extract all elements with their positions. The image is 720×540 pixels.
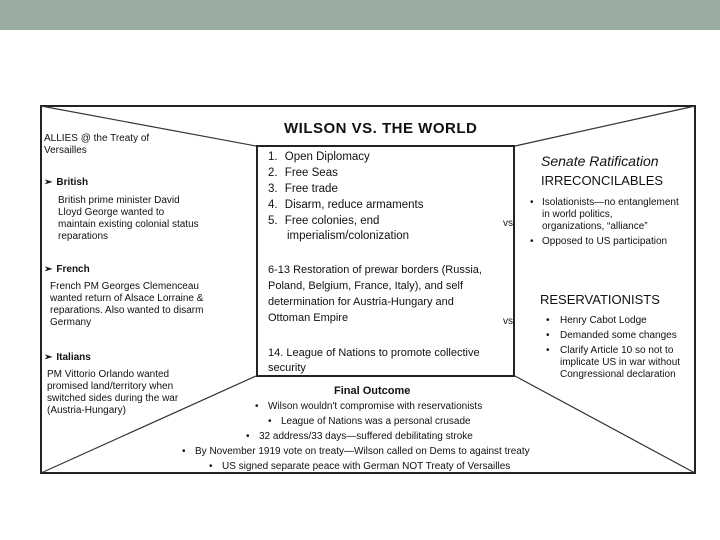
points-6-13-line-1: 6-13 Restoration of prewar borders (Russia, — [268, 264, 482, 276]
point-item — [268, 167, 338, 179]
french-heading — [44, 265, 90, 276]
italians-heading — [44, 353, 91, 364]
point-5-continued: imperialism/colonization — [287, 230, 410, 242]
reservationists-point-3-line-2: implicate US in war without — [560, 357, 681, 368]
list-bullet: • — [546, 330, 550, 341]
vs-label-reservationists: vs. — [503, 316, 516, 327]
arrow-bullet-icon: ➢ — [44, 177, 53, 188]
reservationists-label: RESERVATIONISTS — [540, 292, 660, 307]
point-number: 1. — [268, 151, 278, 163]
french-text-line-3: reparations. Also wanted to disarm — [50, 305, 204, 316]
point-number: 5. — [268, 215, 278, 227]
list-bullet: • — [530, 197, 534, 208]
italians-text-line-3: switched sides during the war — [47, 393, 179, 404]
italians-text-line-4: (Austria-Hungary) — [47, 405, 126, 416]
points-6-13-line-4: Ottoman Empire — [268, 312, 349, 324]
allies-heading-line-2: Versailles — [44, 145, 87, 156]
point-number: 4. — [268, 199, 278, 211]
allies-heading-line-1: ALLIES @ the Treaty of — [44, 133, 150, 144]
point-text: Open Diplomacy — [284, 151, 370, 163]
italians-text-line-1: PM Vittorio Orlando wanted — [47, 369, 170, 380]
point-number: 3. — [268, 183, 278, 195]
british-text-line-3: maintain existing colonial status — [58, 219, 199, 230]
point-text: Free trade — [284, 183, 338, 195]
arrow-bullet-icon: ➢ — [44, 352, 53, 363]
italians-text-line-2: promised land/territory when — [47, 381, 174, 392]
outcome-item-3: 32 address/33 days—suffered debilitating stroke — [259, 431, 473, 442]
point-item — [268, 183, 338, 195]
british-text-line-1: British prime minister David — [58, 195, 180, 206]
list-bullet: • — [530, 236, 534, 247]
reservationists-point-3-line-3: Congressional declaration — [560, 369, 676, 380]
italians-label: Italians — [56, 352, 91, 363]
list-bullet: • — [182, 446, 186, 457]
french-text-line-1: French PM Georges Clemenceau — [50, 281, 199, 292]
british-text-line-2: Lloyd George wanted to — [58, 207, 165, 218]
reservationists-point-1: Henry Cabot Lodge — [560, 315, 647, 326]
outcome-item-4: By November 1919 vote on treaty—Wilson called on Dems to against treaty — [195, 446, 530, 457]
irreconcilables-label: IRRECONCILABLES — [541, 173, 664, 188]
british-label: British — [56, 177, 89, 188]
list-bullet: • — [246, 431, 250, 442]
vs-label-irreconcilables: vs. — [503, 218, 516, 229]
outcome-item-1: Wilson wouldn't compromise with reservationists — [268, 401, 483, 412]
page-title: WILSON VS. THE WORLD — [284, 120, 478, 137]
senate-heading: Senate Ratification — [541, 153, 659, 169]
outcome-item-5: US signed separate peace with German NOT Treaty of Versailles — [222, 461, 511, 472]
point-text: Disarm, reduce armaments — [284, 199, 424, 211]
list-bullet: • — [209, 461, 213, 472]
reservationists-point-2: Demanded some changes — [560, 330, 677, 341]
list-bullet: • — [546, 345, 550, 356]
irreconcilables-point-1-line-2: in world politics, — [542, 209, 613, 220]
point-item — [268, 199, 423, 211]
point-text: Free colonies, end — [284, 215, 380, 227]
irreconcilables-point-1-line-1: Isolationists—no entanglement — [542, 197, 679, 208]
british-text-line-4: reparations — [58, 231, 109, 242]
point-14-line-1: 14. League of Nations to promote collective — [268, 347, 480, 359]
point-14-line-2: security — [268, 362, 306, 374]
irreconcilables-point-2: Opposed to US participation — [542, 236, 668, 247]
french-text-line-2: wanted return of Alsace Lorraine & — [50, 293, 204, 304]
irreconcilables-point-1-line-3: organizations, “alliance” — [542, 221, 648, 232]
points-6-13-line-2: Poland, Belgium, France, Italy), and self — [268, 280, 464, 292]
point-item — [268, 151, 370, 163]
french-label: French — [56, 264, 90, 275]
reservationists-point-3-line-1: Clarify Article 10 so not to — [560, 345, 674, 356]
outcome-item-2: League of Nations was a personal crusade — [281, 416, 471, 427]
point-number: 2. — [268, 167, 278, 179]
points-6-13-line-3: determination for Austria-Hungary and — [268, 296, 454, 308]
fourteen-points-box — [256, 145, 515, 377]
list-bullet: • — [546, 315, 550, 326]
point-text: Free Seas — [284, 167, 338, 179]
french-text-line-4: Germany — [50, 317, 92, 328]
list-bullet: • — [255, 401, 259, 412]
arrow-bullet-icon: ➢ — [44, 264, 53, 275]
list-bullet: • — [268, 416, 272, 427]
british-heading — [44, 178, 88, 189]
point-item — [268, 215, 379, 227]
final-outcome-heading: Final Outcome — [334, 385, 411, 397]
